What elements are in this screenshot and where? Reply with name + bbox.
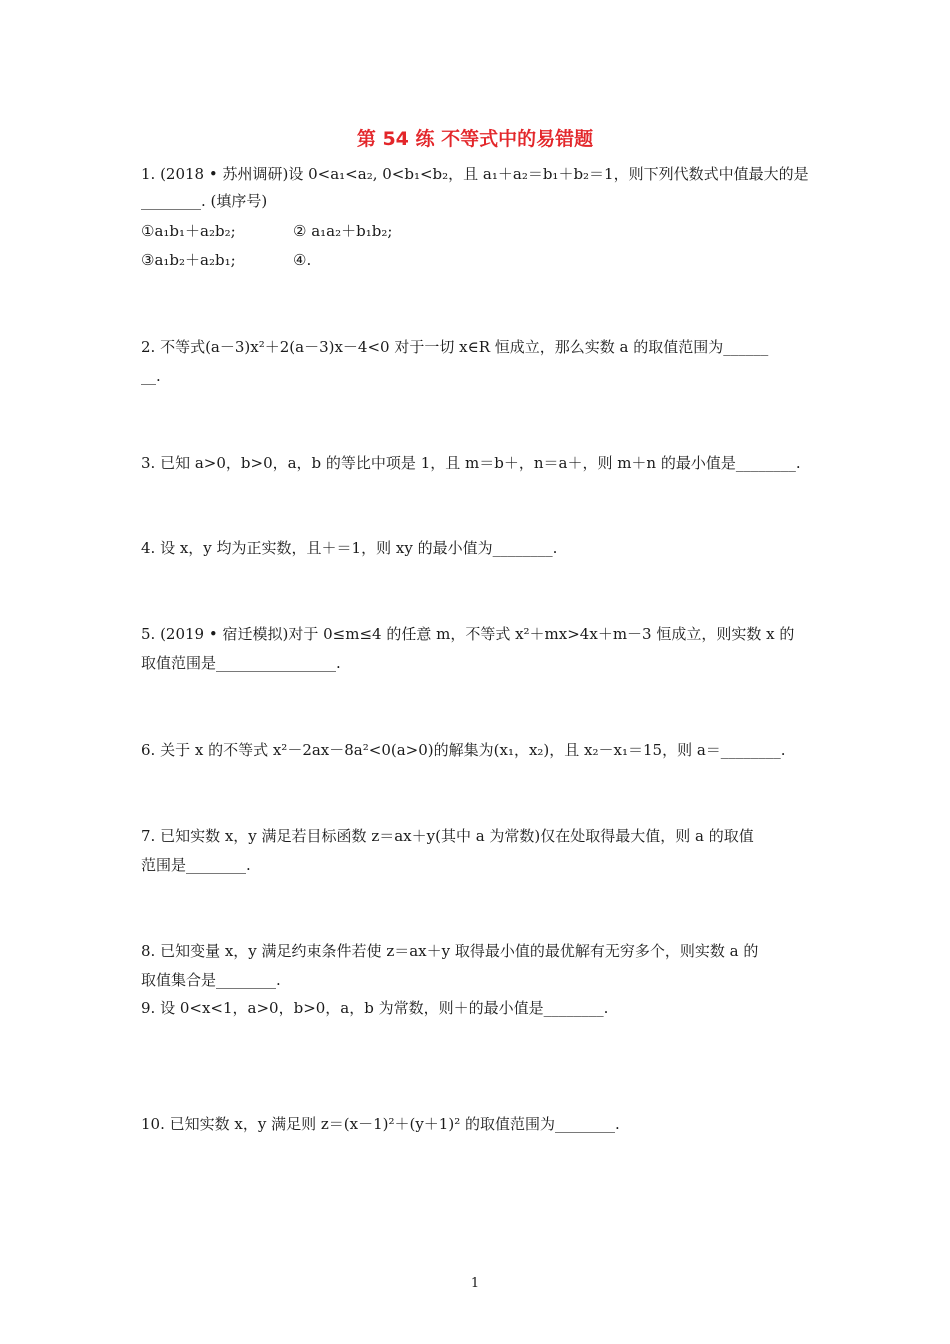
problem-8-line-1: 8. 已知变量 x，y 满足约束条件若使 z＝ax＋y 取得最小值的最优解有无穷多个，则实数 a 的 bbox=[141, 942, 759, 960]
problem-10: 10. 已知实数 x，y 满足则 z＝(x－1)²＋(y＋1)² 的取值范围为________. bbox=[141, 1115, 620, 1133]
problem-1-option-4: ④. bbox=[293, 251, 312, 269]
problem-7-line-2: 范围是________. bbox=[141, 856, 251, 874]
page-title: 第 54 练 不等式中的易错题 bbox=[356, 128, 594, 150]
problem-5-line-2: 取值范围是________________. bbox=[141, 654, 341, 672]
problem-2-line-1: 2. 不等式(a－3)x²＋2(a－3)x－4<0 对于一切 x∈R 恒成立，那么实数 a 的取值范围为______ bbox=[141, 338, 769, 356]
problem-1-line-1: 1. (2018 • 苏州调研)设 0<a₁<a₂, 0<b₁<b₂，且 a₁＋a₂＝b₁＋b₂＝1，则下列代数式中值最大的是 bbox=[141, 165, 809, 183]
problem-9: 9. 设 0<x<1，a>0，b>0，a，b 为常数，则＋的最小值是________. bbox=[141, 999, 609, 1017]
problem-3: 3. 已知 a>0，b>0，a，b 的等比中项是 1，且 m＝b＋，n＝a＋，则 m＋n 的最小值是________. bbox=[141, 454, 801, 472]
problem-8-line-2: 取值集合是________. bbox=[141, 971, 281, 989]
problem-4: 4. 设 x，y 均为正实数，且＋＝1，则 xy 的最小值为________. bbox=[141, 539, 558, 557]
problem-7-line-1: 7. 已知实数 x，y 满足若目标函数 z＝ax＋y(其中 a 为常数)仅在处取得最大值，则 a 的取值 bbox=[141, 827, 754, 845]
problem-1-option-3: ③a₁b₂＋a₂b₁; bbox=[141, 251, 236, 269]
problem-1-option-2: ② a₁a₂＋b₁b₂; bbox=[293, 222, 393, 240]
page-number: 1 bbox=[470, 1276, 480, 1291]
problem-1-option-1: ①a₁b₁＋a₂b₂; bbox=[141, 222, 236, 240]
problem-1-line-2: ________. (填序号) bbox=[141, 192, 268, 210]
problem-5-line-1: 5. (2019 • 宿迁模拟)对于 0≤m≤4 的任意 m，不等式 x²＋mx>4x＋m－3 恒成立，则实数 x 的 bbox=[141, 625, 795, 643]
problem-6: 6. 关于 x 的不等式 x²－2ax－8a²<0(a>0)的解集为(x₁，x₂)，且 x₂－x₁＝15，则 a＝________. bbox=[141, 741, 786, 759]
problem-2-line-2: __. bbox=[141, 367, 161, 385]
